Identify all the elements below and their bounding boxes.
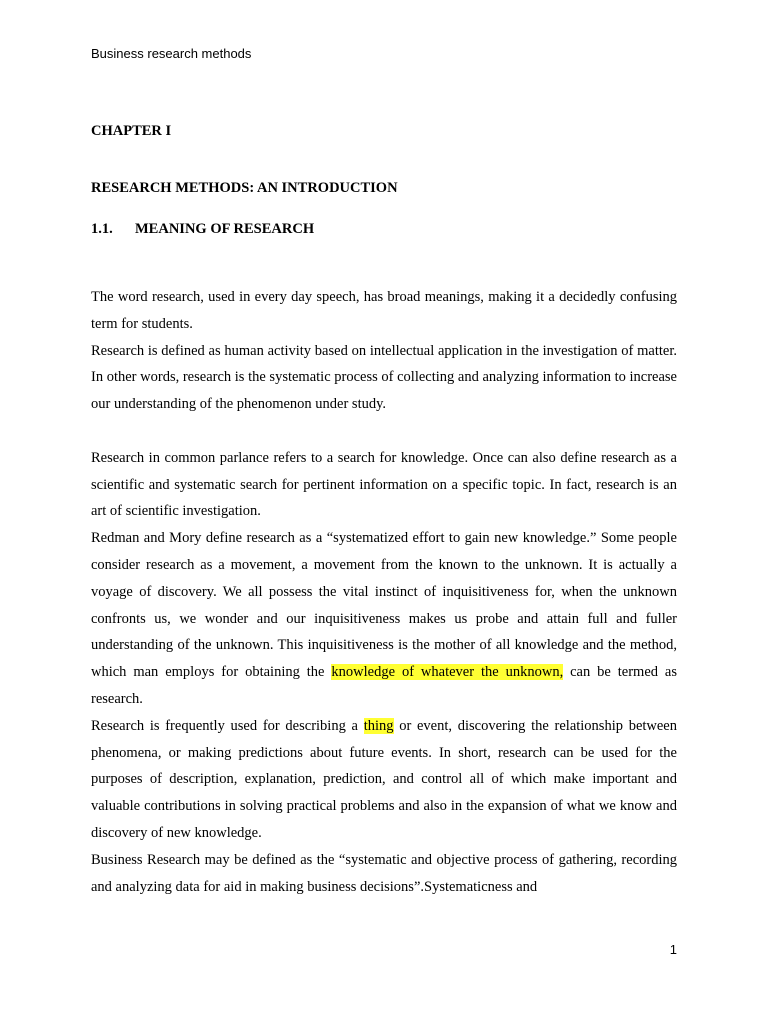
chapter-title: CHAPTER I: [91, 123, 172, 139]
running-header: Business research methods: [91, 46, 252, 61]
subsection-number: 1.1.: [91, 221, 113, 237]
body-text: [91, 284, 677, 900]
highlighted-text: knowledge of whatever the unknown,: [331, 664, 564, 681]
page-number: 1: [669, 942, 677, 957]
highlighted-word: thing: [363, 717, 394, 734]
paragraph-3: Research in common parlance refers to a search for knowledge. Once can also define research as a scientific and systematic search for pertinent information on a specific topic. In fact, research is an art of scientific investigation.: [91, 449, 677, 520]
paragraph-4-end: can be termed as research.: [91, 664, 677, 707]
section-title: RESEARCH METHODS: AN INTRODUCTION: [91, 180, 398, 196]
paragraph-1: The word research, used in every day speech, has broad meanings, making it a decidedly confusing term for students.: [91, 289, 677, 332]
subsection-title: MEANING OF RESEARCH: [135, 221, 315, 237]
paragraph-4: [91, 525, 677, 713]
paragraph-4-text: Redman and Mory define research as a “systematized effort to gain new knowledge.” Some people consider research as a movement, a movement from the known to the unknown. It is actually a voyage of discovery. We all possess the vital instinct of inquisitiveness for, when the unknown confronts us, we wonder and our inquisitiveness makes us probe and attain full and fuller understanding of the unknown. This inquisitiveness is the mother of all knowledge and the method, which man employs for obtaining the: [91, 530, 677, 681]
paragraph-5: [91, 713, 677, 847]
paragraph-6: Business Research may be defined as the “systematic and objective process of gathering, recording and analyzing data for aid in making business decisions”.Systematicness and: [91, 851, 677, 895]
paragraph-5-start: Research is frequently used for describing a: [91, 717, 364, 734]
paragraph-5-end: or event, discovering the relationship between phenomena, or making predictions about future events. In short, research can be used for the purposes of description, explanation, prediction, and control all of which make important and valuable contributions in solving practical problems and also in the expansion of what we know and discovery of new knowledge.: [91, 717, 677, 841]
paragraph-2: Research is defined as human activity based on intellectual application in the investigation of matter. In other words, research is the systematic process of collecting and analyzing information to increase our understanding of the phenomenon under study.: [91, 342, 677, 413]
subsection-heading: [91, 221, 314, 238]
